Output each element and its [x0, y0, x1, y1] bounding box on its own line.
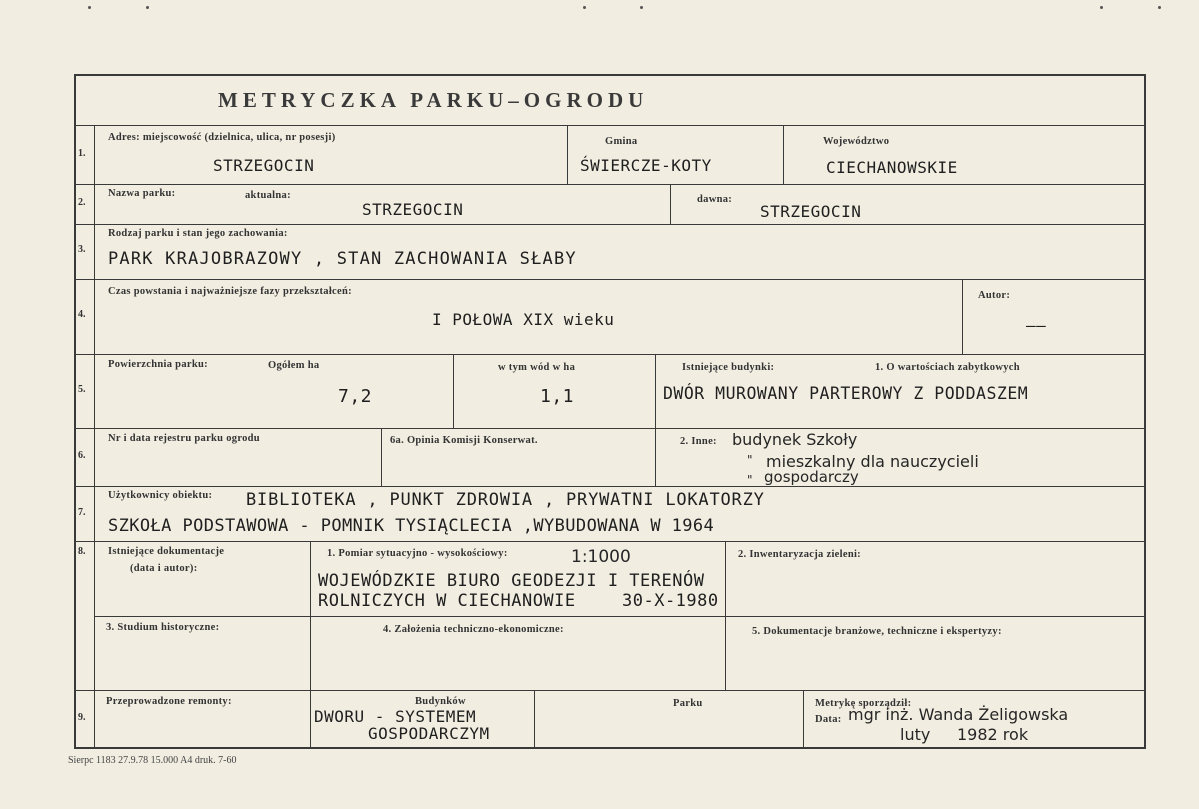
row-divider [74, 224, 1146, 225]
gmina-label: Gmina [605, 136, 638, 147]
other-building-1: budynek Szkoły [732, 430, 858, 449]
hole-mark [146, 6, 149, 9]
tech-economic-label: 4. Założenia techniczno-ekonomiczne: [383, 624, 564, 635]
park-type-value: PARK KRAJOBRAZOWY , STAN ZACHOWANIA SŁABY [108, 249, 577, 269]
col-divider [534, 690, 535, 749]
documentation-sublabel: (data i autor): [130, 563, 198, 574]
current-name-value: STRZEGOCIN [362, 200, 464, 219]
date-label: Data: [815, 714, 842, 725]
row-divider [74, 354, 1146, 355]
survey-label: 1. Pomiar sytuacyjno - wysokościowy: [327, 548, 508, 559]
form-title: METRYCZKA PARKU–OGRODU [218, 88, 649, 112]
users-line-1: BIBLIOTEKA , PUNKT ZDROWIA , PRYWATNI LOKATORZY [246, 490, 765, 510]
col-divider [655, 354, 656, 486]
total-area-value: 7,2 [338, 386, 373, 407]
greenery-inventory-label: 2. Inwentaryzacja zieleni: [738, 549, 861, 560]
branch-docs-label: 5. Dokumentacje branżowe, techniczne i ekspertyzy: [752, 626, 1002, 637]
survey-date: 30-X-1980 [622, 591, 719, 611]
gmina-value: ŚWIERCZE-KOTY [580, 156, 712, 175]
hole-mark [1100, 6, 1103, 9]
col-divider [783, 125, 784, 184]
hole-mark [640, 6, 643, 9]
ditto-mark: " [747, 473, 753, 487]
col-divider [567, 125, 568, 184]
hole-mark [88, 6, 91, 9]
print-footer: Sierpc 1183 27.9.78 15.000 A4 druk. 7-60 [68, 755, 237, 766]
ditto-mark: " [747, 453, 753, 467]
row-divider [74, 279, 1146, 280]
row-divider [74, 184, 1146, 185]
buildings-repairs-label: Budynków [415, 696, 466, 707]
date-year-value: 1982 rok [957, 725, 1029, 744]
survey-line-2: ROLNICZYCH W CIECHANOWIE [318, 591, 576, 611]
conservator-opinion-label: 6a. Opinia Komisji Konserwat. [390, 435, 538, 446]
number-column-line [94, 125, 95, 749]
address-value: STRZEGOCIN [213, 156, 315, 175]
form-frame [74, 74, 1146, 749]
existing-buildings-label: Istniejące budynki: [682, 362, 775, 373]
address-label: Adres: miejscowość (dzielnica, ulica, nr posesji) [108, 132, 336, 143]
buildings-repairs-line-1: DWORU - SYSTEMEM [314, 707, 477, 726]
section-number: 7. [78, 507, 86, 518]
park-repairs-label: Parku [673, 698, 703, 709]
section-number: 5. [78, 384, 86, 395]
hole-mark [1158, 6, 1161, 9]
park-name-label: Nazwa parku: [108, 188, 176, 199]
row-divider [74, 125, 1146, 126]
col-divider [670, 184, 671, 224]
total-area-label: Ogółem ha [268, 360, 320, 371]
col-divider [962, 279, 963, 354]
author-label: Autor: [978, 290, 1011, 301]
col-divider [725, 541, 726, 690]
prepared-by-label: Metrykę sporządził: [815, 698, 912, 709]
section-number: 8. [78, 546, 86, 557]
historic-buildings-value: DWÓR MUROWANY PARTEROWY Z PODDASZEM [663, 384, 1029, 403]
register-label: Nr i data rejestru parku ogrodu [108, 433, 260, 444]
section-number: 3. [78, 244, 86, 255]
documentation-label: Istniejące dokumentacje [108, 546, 225, 557]
col-divider [453, 354, 454, 428]
former-name-value: STRZEGOCIN [760, 202, 862, 221]
historic-study-label: 3. Studium historyczne: [106, 622, 220, 633]
survey-line-1: WOJEWÓDZKIE BIURO GEODEZJI I TERENÓW [318, 571, 705, 591]
users-label: Użytkownicy obiektu: [108, 490, 213, 501]
col-divider [310, 541, 311, 690]
row-divider [74, 690, 1146, 691]
other-buildings-label: 2. Inne: [680, 436, 717, 447]
historic-value-label: 1. O wartościach zabytkowych [875, 362, 1020, 373]
water-area-value: 1,1 [540, 386, 575, 407]
col-divider [381, 428, 382, 486]
repairs-label: Przeprowadzone remonty: [106, 696, 232, 707]
voivodeship-value: CIECHANOWSKIE [826, 158, 958, 177]
current-name-label: aktualna: [245, 190, 291, 201]
voivodeship-label: Województwo [823, 136, 890, 147]
date-month-value: luty [900, 725, 931, 744]
park-type-label: Rodzaj parku i stan jego zachowania: [108, 228, 288, 239]
row-divider [74, 428, 1146, 429]
row-divider [74, 541, 1146, 542]
row-divider [94, 616, 1146, 617]
author-value: —— [1026, 316, 1047, 335]
section-number: 6. [78, 450, 86, 461]
col-divider [310, 690, 311, 749]
section-number: 1. [78, 148, 86, 159]
origin-value: I POŁOWA XIX wieku [432, 310, 615, 329]
col-divider [803, 690, 804, 749]
buildings-repairs-line-2: GOSPODARCZYM [368, 724, 490, 743]
other-building-3: gospodarczy [764, 468, 859, 486]
users-line-2: SZKOŁA PODSTAWOWA - POMNIK TYSIĄCLECIA ,WYBUDOWANA W 1964 [108, 516, 715, 536]
section-number: 4. [78, 309, 86, 320]
survey-scale: 1:1000 [571, 547, 631, 567]
origin-label: Czas powstania i najważniejsze fazy przekształceń: [108, 286, 352, 297]
area-label: Powierzchnia parku: [108, 359, 208, 370]
prepared-by-value: mgr inż. Wanda Żeligowska [848, 705, 1069, 724]
other-building-2: mieszkalny dla nauczycieli [766, 452, 979, 471]
section-number: 9. [78, 712, 86, 723]
row-divider [74, 486, 1146, 487]
water-area-label: w tym wód w ha [498, 362, 576, 373]
former-name-label: dawna: [697, 194, 733, 205]
section-number: 2. [78, 197, 86, 208]
hole-mark [583, 6, 586, 9]
